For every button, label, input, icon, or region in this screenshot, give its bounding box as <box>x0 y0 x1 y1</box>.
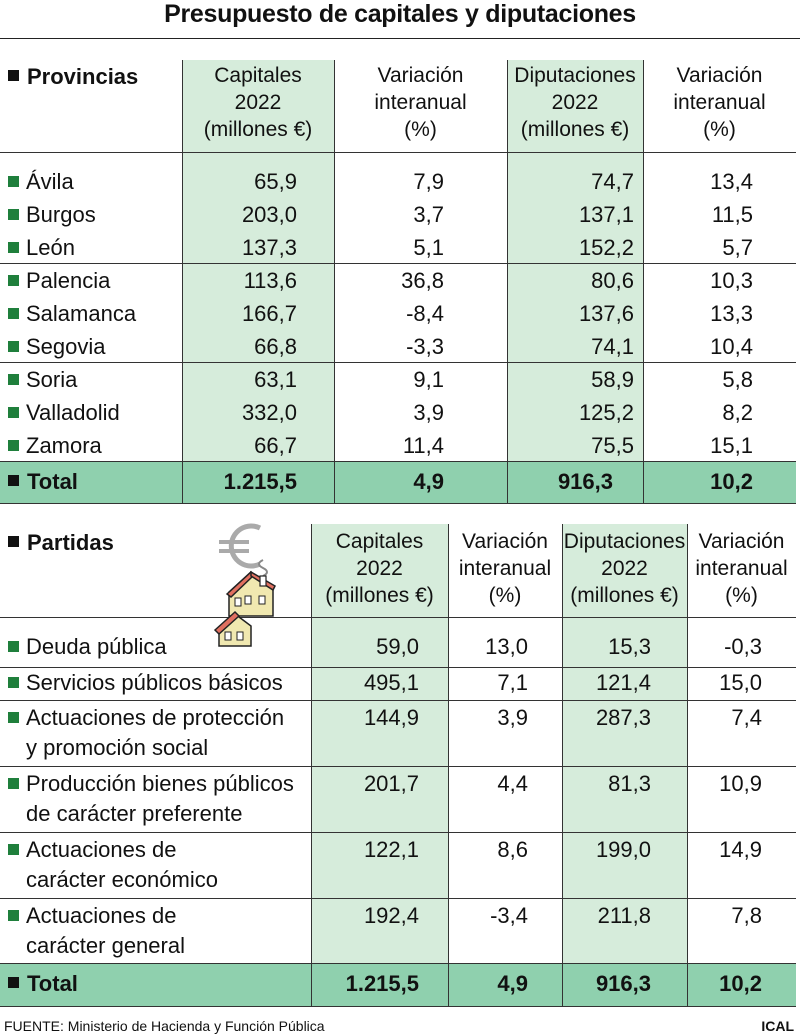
cell-cap: 495,1 <box>363 670 419 695</box>
row-label-line <box>8 799 294 829</box>
cell-vdip: 5,7 <box>722 235 753 260</box>
cell-cap: 59,0 <box>376 634 419 659</box>
cell-vdip: 8,2 <box>722 400 753 425</box>
cell-vcap: 9,1 <box>413 367 444 392</box>
row-label-line <box>8 703 284 733</box>
cell-vdip: 13,4 <box>710 169 753 194</box>
cell-vdip: 13,3 <box>710 301 753 326</box>
cell-vcap: 3,9 <box>413 400 444 425</box>
cell-vdip: 7,8 <box>731 903 762 928</box>
cell-vdip: 10,9 <box>719 771 762 796</box>
cell-dip: 152,2 <box>578 235 634 260</box>
square-bullet-icon <box>8 536 19 547</box>
cell-vcap: 7,9 <box>413 169 444 194</box>
cell-vcap: 36,8 <box>401 268 444 293</box>
cell-cap: 66,8 <box>254 334 297 359</box>
row-label-text: Zamora <box>26 433 102 458</box>
partidas-row-label <box>8 668 283 698</box>
row-label-text: Producción bienes públicos <box>26 771 294 796</box>
header-line: Diputaciones <box>563 530 686 553</box>
total-text: Total <box>27 469 78 494</box>
row-label-text: carácter general <box>26 933 185 958</box>
cell-dip: 137,6 <box>578 301 634 326</box>
row-label-line <box>8 632 167 662</box>
provincias-total-diputaciones: 916,3 <box>557 469 613 494</box>
cell-dip: 74,7 <box>591 169 634 194</box>
row-label-text: Valladolid <box>26 400 120 425</box>
cell-dip: 58,9 <box>591 367 634 392</box>
provincias-total-capitales: 1.215,5 <box>223 469 297 494</box>
header-line: 2022 <box>601 557 648 580</box>
partidas-row-label <box>8 835 218 895</box>
cell-vdip: 5,8 <box>722 367 753 392</box>
cell-cap: 203,0 <box>241 202 297 227</box>
header-line: Variación <box>676 64 763 87</box>
row-label-text: Salamanca <box>26 301 137 326</box>
header-line: (%) <box>725 584 758 607</box>
row-divider <box>0 617 796 618</box>
page-title: Presupuesto de capitales y diputaciones <box>164 0 636 28</box>
cell-vcap: 5,1 <box>413 235 444 260</box>
row-label-text: León <box>26 235 75 260</box>
header-line: (millones €) <box>203 118 313 141</box>
row-label-line <box>8 769 294 799</box>
row-label-text: Deuda pública <box>26 634 167 659</box>
header-line: (millones €) <box>570 584 679 607</box>
cell-dip: 125,2 <box>578 400 634 425</box>
cell-dip: 211,8 <box>597 903 651 928</box>
total-text: Total <box>27 971 78 996</box>
cell-dip: 75,5 <box>591 433 634 458</box>
partidas-row-label <box>8 901 185 961</box>
row-label-line <box>8 901 185 931</box>
cell-dip: 80,6 <box>591 268 634 293</box>
cell-vcap: 8,6 <box>497 837 528 862</box>
cell-cap: 166,7 <box>241 301 297 326</box>
heading-text: Partidas <box>27 530 114 555</box>
header-line: Variación <box>377 64 464 87</box>
square-bullet-icon <box>8 641 19 652</box>
cell-vdip: 15,1 <box>710 433 753 458</box>
cell-dip: 287,3 <box>595 705 651 730</box>
square-bullet-icon <box>8 677 19 688</box>
row-divider <box>0 963 796 964</box>
header-line: 2022 <box>551 91 599 114</box>
partidas-total-label <box>8 969 78 999</box>
partidas-row-label <box>8 632 167 662</box>
row-divider <box>0 700 796 701</box>
square-bullet-icon <box>8 977 19 988</box>
row-divider <box>0 898 796 899</box>
row-divider <box>0 1006 796 1007</box>
cell-cap: 63,1 <box>254 367 297 392</box>
cell-cap: 192,4 <box>363 903 419 928</box>
cell-vcap: -3,3 <box>406 334 444 359</box>
partidas-total-var-capitales: 4,9 <box>497 971 528 996</box>
header-line: (millones €) <box>520 118 630 141</box>
euro-house-icon <box>205 520 285 650</box>
cell-cap: 144,9 <box>363 705 419 730</box>
row-label-text: Actuaciones de <box>26 903 177 928</box>
cell-vcap: 3,9 <box>497 705 528 730</box>
header-line: Capitales <box>214 64 302 87</box>
partidas-row-label <box>8 769 294 829</box>
cell-vdip: 7,4 <box>731 705 762 730</box>
row-label-text: de carácter preferente <box>26 801 243 826</box>
header-line: 2022 <box>356 557 403 580</box>
heading-text: Provincias <box>27 64 139 89</box>
square-bullet-icon <box>8 910 19 921</box>
cell-vcap: 13,0 <box>485 634 528 659</box>
cell-vdip: 10,3 <box>710 268 753 293</box>
header-line: (%) <box>404 118 437 141</box>
cell-vdip: 11,5 <box>711 202 753 227</box>
header-line: interanual <box>695 557 788 580</box>
row-label-text: Servicios públicos básicos <box>26 670 283 695</box>
header-line: interanual <box>458 557 552 580</box>
header-line: Variación <box>462 530 548 553</box>
row-label-text: Actuaciones de protección <box>26 705 285 730</box>
partidas-total-var-diputaciones: 10,2 <box>719 971 762 996</box>
row-label-text: Burgos <box>26 202 96 227</box>
cell-dip: 199,0 <box>595 837 651 862</box>
cell-dip: 15,3 <box>608 634 651 659</box>
square-bullet-icon <box>8 778 19 789</box>
row-label-text: Actuaciones de <box>26 837 177 862</box>
cell-vdip: 15,0 <box>719 670 762 695</box>
row-label-line <box>8 668 283 698</box>
cell-vdip: 10,4 <box>710 334 753 359</box>
col-header-var-capitales <box>448 528 562 609</box>
provincias-total-var-capitales: 4,9 <box>413 469 444 494</box>
row-divider <box>0 766 796 767</box>
col-header-capitales <box>311 528 448 609</box>
header-line: (%) <box>703 118 736 141</box>
cell-vcap: -3,4 <box>490 903 528 928</box>
header-line: interanual <box>673 91 766 114</box>
col-header-diputaciones <box>562 528 687 609</box>
cell-cap: 65,9 <box>254 169 297 194</box>
header-line: (%) <box>488 584 522 607</box>
row-label-line <box>8 865 218 895</box>
cell-vcap: 4,4 <box>497 771 528 796</box>
row-label-text: Ávila <box>26 169 74 194</box>
header-line: (millones €) <box>325 584 434 607</box>
header-line: Capitales <box>335 530 424 553</box>
brand-logo: ICAL <box>761 1018 794 1034</box>
partidas-heading <box>8 528 114 558</box>
row-label-line <box>8 835 218 865</box>
provincias-total-var-diputaciones: 10,2 <box>710 469 753 494</box>
cell-cap: 137,3 <box>241 235 297 260</box>
row-divider <box>0 832 796 833</box>
row-label-text: Soria <box>26 367 78 392</box>
row-label-text: carácter económico <box>26 867 218 892</box>
partidas-row-label <box>8 703 284 763</box>
col-header-var-diputaciones <box>687 528 796 609</box>
cell-vdip: -0,3 <box>724 634 762 659</box>
row-label-text: y promoción social <box>26 735 209 760</box>
header-line: Diputaciones <box>514 64 636 87</box>
cell-vcap: 11,4 <box>402 433 444 458</box>
cell-dip: 121,4 <box>595 670 651 695</box>
cell-cap: 332,0 <box>241 400 297 425</box>
header-line: Variación <box>698 530 785 553</box>
square-bullet-icon <box>8 844 19 855</box>
cell-vcap: 7,1 <box>497 670 528 695</box>
row-label-text: Segovia <box>26 334 106 359</box>
cell-vcap: 3,7 <box>413 202 444 227</box>
cell-vdip: 14,9 <box>719 837 762 862</box>
source-note: FUENTE: Ministerio de Hacienda y Función Pública <box>4 1018 325 1034</box>
partidas-total-capitales: 1.215,5 <box>345 971 419 996</box>
cell-cap: 66,7 <box>254 433 297 458</box>
header-line: interanual <box>374 91 467 114</box>
partidas-total-diputaciones: 916,3 <box>595 971 651 996</box>
row-label-text: Palencia <box>26 268 111 293</box>
cell-dip: 74,1 <box>591 334 634 359</box>
square-bullet-icon <box>8 712 19 723</box>
cell-dip: 137,1 <box>578 202 634 227</box>
cell-vcap: -8,4 <box>406 301 444 326</box>
row-label-line <box>8 931 185 961</box>
cell-cap: 113,6 <box>243 268 297 293</box>
cell-cap: 201,7 <box>363 771 419 796</box>
row-label-line <box>8 733 284 763</box>
header-line: 2022 <box>234 91 282 114</box>
cell-cap: 122,1 <box>363 837 419 862</box>
cell-dip: 81,3 <box>608 771 651 796</box>
